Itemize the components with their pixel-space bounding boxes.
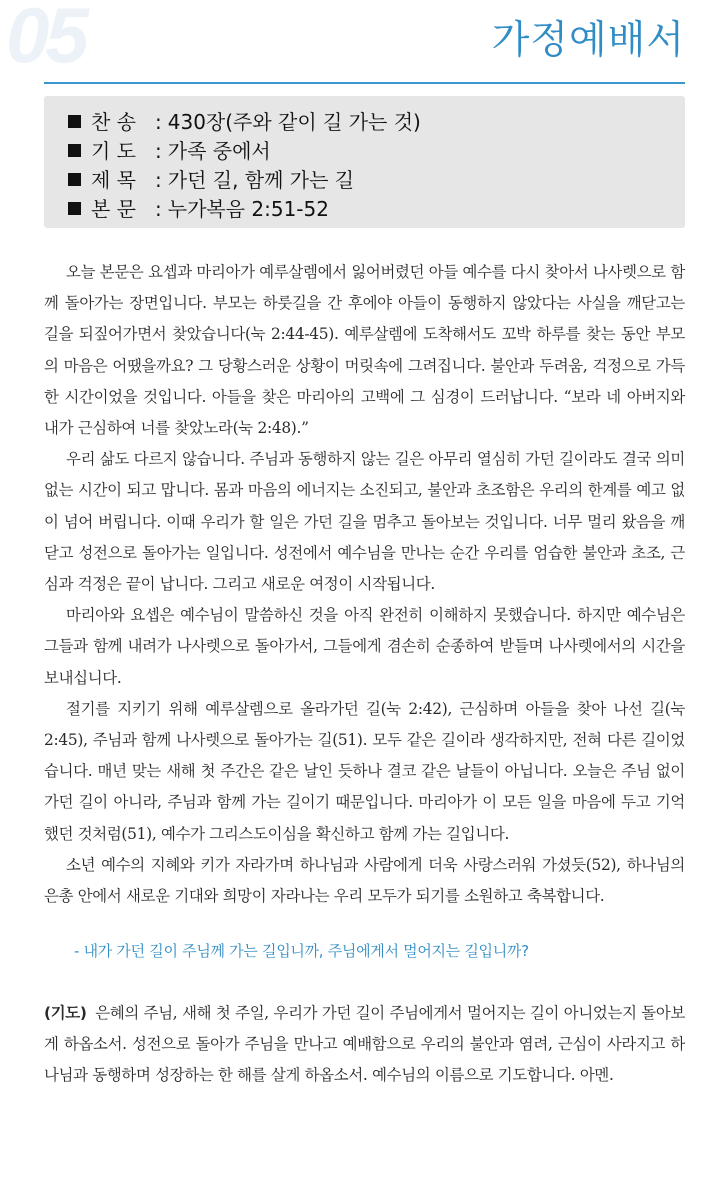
info-label: 제 목 <box>91 168 136 192</box>
info-label: 본 문 <box>91 197 136 221</box>
page-title: 가정예배서 <box>491 18 685 63</box>
bullet-square-icon <box>68 115 81 128</box>
info-label: 찬 송 <box>91 110 136 134</box>
closing-prayer <box>44 998 685 1091</box>
info-row-prayer: 기 도 : 가족 중에서 <box>68 137 685 166</box>
bullet-square-icon <box>68 202 81 215</box>
info-value: 가던 길, 함께 가는 길 <box>167 168 355 192</box>
sermon-body <box>44 257 685 912</box>
paragraph: 마리아와 요셉은 예수님이 말씀하신 것을 아직 완전히 이해하지 못했습니다. 하지만 예수님은 그들과 함께 내려가 나사렛으로 돌아가서, 그들에게 겸손히 순종하여 받들며 나사렛에서의 시간을 보내십니다. <box>44 606 685 687</box>
info-value: 430장(주와 같이 길 가는 것) <box>167 110 421 134</box>
info-value: 누가복음 2:51-52 <box>167 197 329 221</box>
info-value: 가족 중에서 <box>167 139 271 163</box>
header-divider <box>44 82 685 84</box>
info-row-title: 제 목 : 가던 길, 함께 가는 길 <box>68 166 685 195</box>
paragraph: 절기를 지키기 위해 예루살렘으로 올라가던 길(눅 2:42), 근심하며 아들을 찾아 나선 길(눅 2:45), 주님과 함께 나사렛으로 돌아가는 길(51). 모두 같은 길이라 생각하지만, 전혀 다른 길이었습니다. 매년 맞는 새해 첫 주간은 같은 날인 듯하나 결코 같은 날들이 아닙니다. 오늘은 주님 없이 가던 길이 아니라, 주님과 함께 가는 길이기 때문입니다. 마리아가 이 모든 일을 마음에 두고 기억했던 것처럼(51), 예수가 그리스도이심을 확신하고 함께 가는 길입니다. <box>44 699 685 843</box>
prayer-label: (기도) <box>44 1004 87 1022</box>
prayer-text: 은혜의 주님, 새해 첫 주일, 우리가 가던 길이 주님에게서 멀어지는 길이 아니었는지 돌아보게 하옵소서. 성전으로 돌아가 주님을 만나고 예배함으로 우리의 불안과 염려, 근심이 사라지고 하나님과 동행하며 성장하는 한 해를 살게 하옵소서. 예수님의 이름으로 기도합니다. 아멘. <box>44 1004 686 1084</box>
paragraph: 오늘 본문은 요셉과 마리아가 예루살렘에서 잃어버렸던 아들 예수를 다시 찾아서 나사렛으로 함께 돌아가는 장면입니다. 부모는 하룻길을 간 후에야 아들이 동행하지 않았다는 사실을 깨닫고는 길을 되짚어가면서 찾았습니다(눅 2:44-45). 예루살렘에 도착해서도 꼬박 하루를 찾는 동안 부모의 마음은 어땠을까요? 그 당황스러운 상황이 머릿속에 그려집니다. 불안과 두려움, 걱정으로 가득한 시간이었을 것입니다. 아들을 찾은 마리아의 고백에 그 심경이 드러납니다. “보라 네 아버지와 내가 근심하여 너를 찾았노라(눅 2:48).” <box>44 263 685 438</box>
info-label: 기 도 <box>91 139 136 163</box>
paragraph: 우리 삶도 다르지 않습니다. 주님과 동행하지 않는 길은 아무리 열심히 가던 길이라도 결국 의미 없는 시간이 되고 맙니다. 몸과 마음의 에너지는 소진되고, 불안과 초조함은 우리의 한계를 예고 없이 넘어 버립니다. 이때 우리가 할 일은 가던 길을 멈추고 돌아보는 것입니다. 너무 멀리 왔음을 깨닫고 성전으로 돌아가는 일입니다. 성전에서 예수님을 만나는 순간 우리를 엄습한 불안과 초조, 근심과 걱정은 끝이 납니다. 그리고 새로운 여정이 시작됩니다. <box>44 450 685 594</box>
paragraph: 소년 예수의 지혜와 키가 자라가며 하나님과 사람에게 더욱 사랑스러워 가셨듯(52), 하나님의 은총 안에서 새로운 기대와 희망이 자라나는 우리 모두가 되기를 소원하고 축복합니다. <box>44 855 685 906</box>
worship-info-box <box>44 96 685 228</box>
info-row-scripture: 본 문 : 누가복음 2:51-52 <box>68 195 685 224</box>
page-number: 05 <box>6 0 85 79</box>
bullet-square-icon <box>68 144 81 157</box>
reflection-question: - 내가 가던 길이 주님께 가는 길입니까, 주님에게서 멀어지는 길입니까? <box>74 942 529 960</box>
bullet-square-icon <box>68 173 81 186</box>
info-row-hymn: 찬 송 : 430장(주와 같이 길 가는 것) <box>68 108 685 137</box>
